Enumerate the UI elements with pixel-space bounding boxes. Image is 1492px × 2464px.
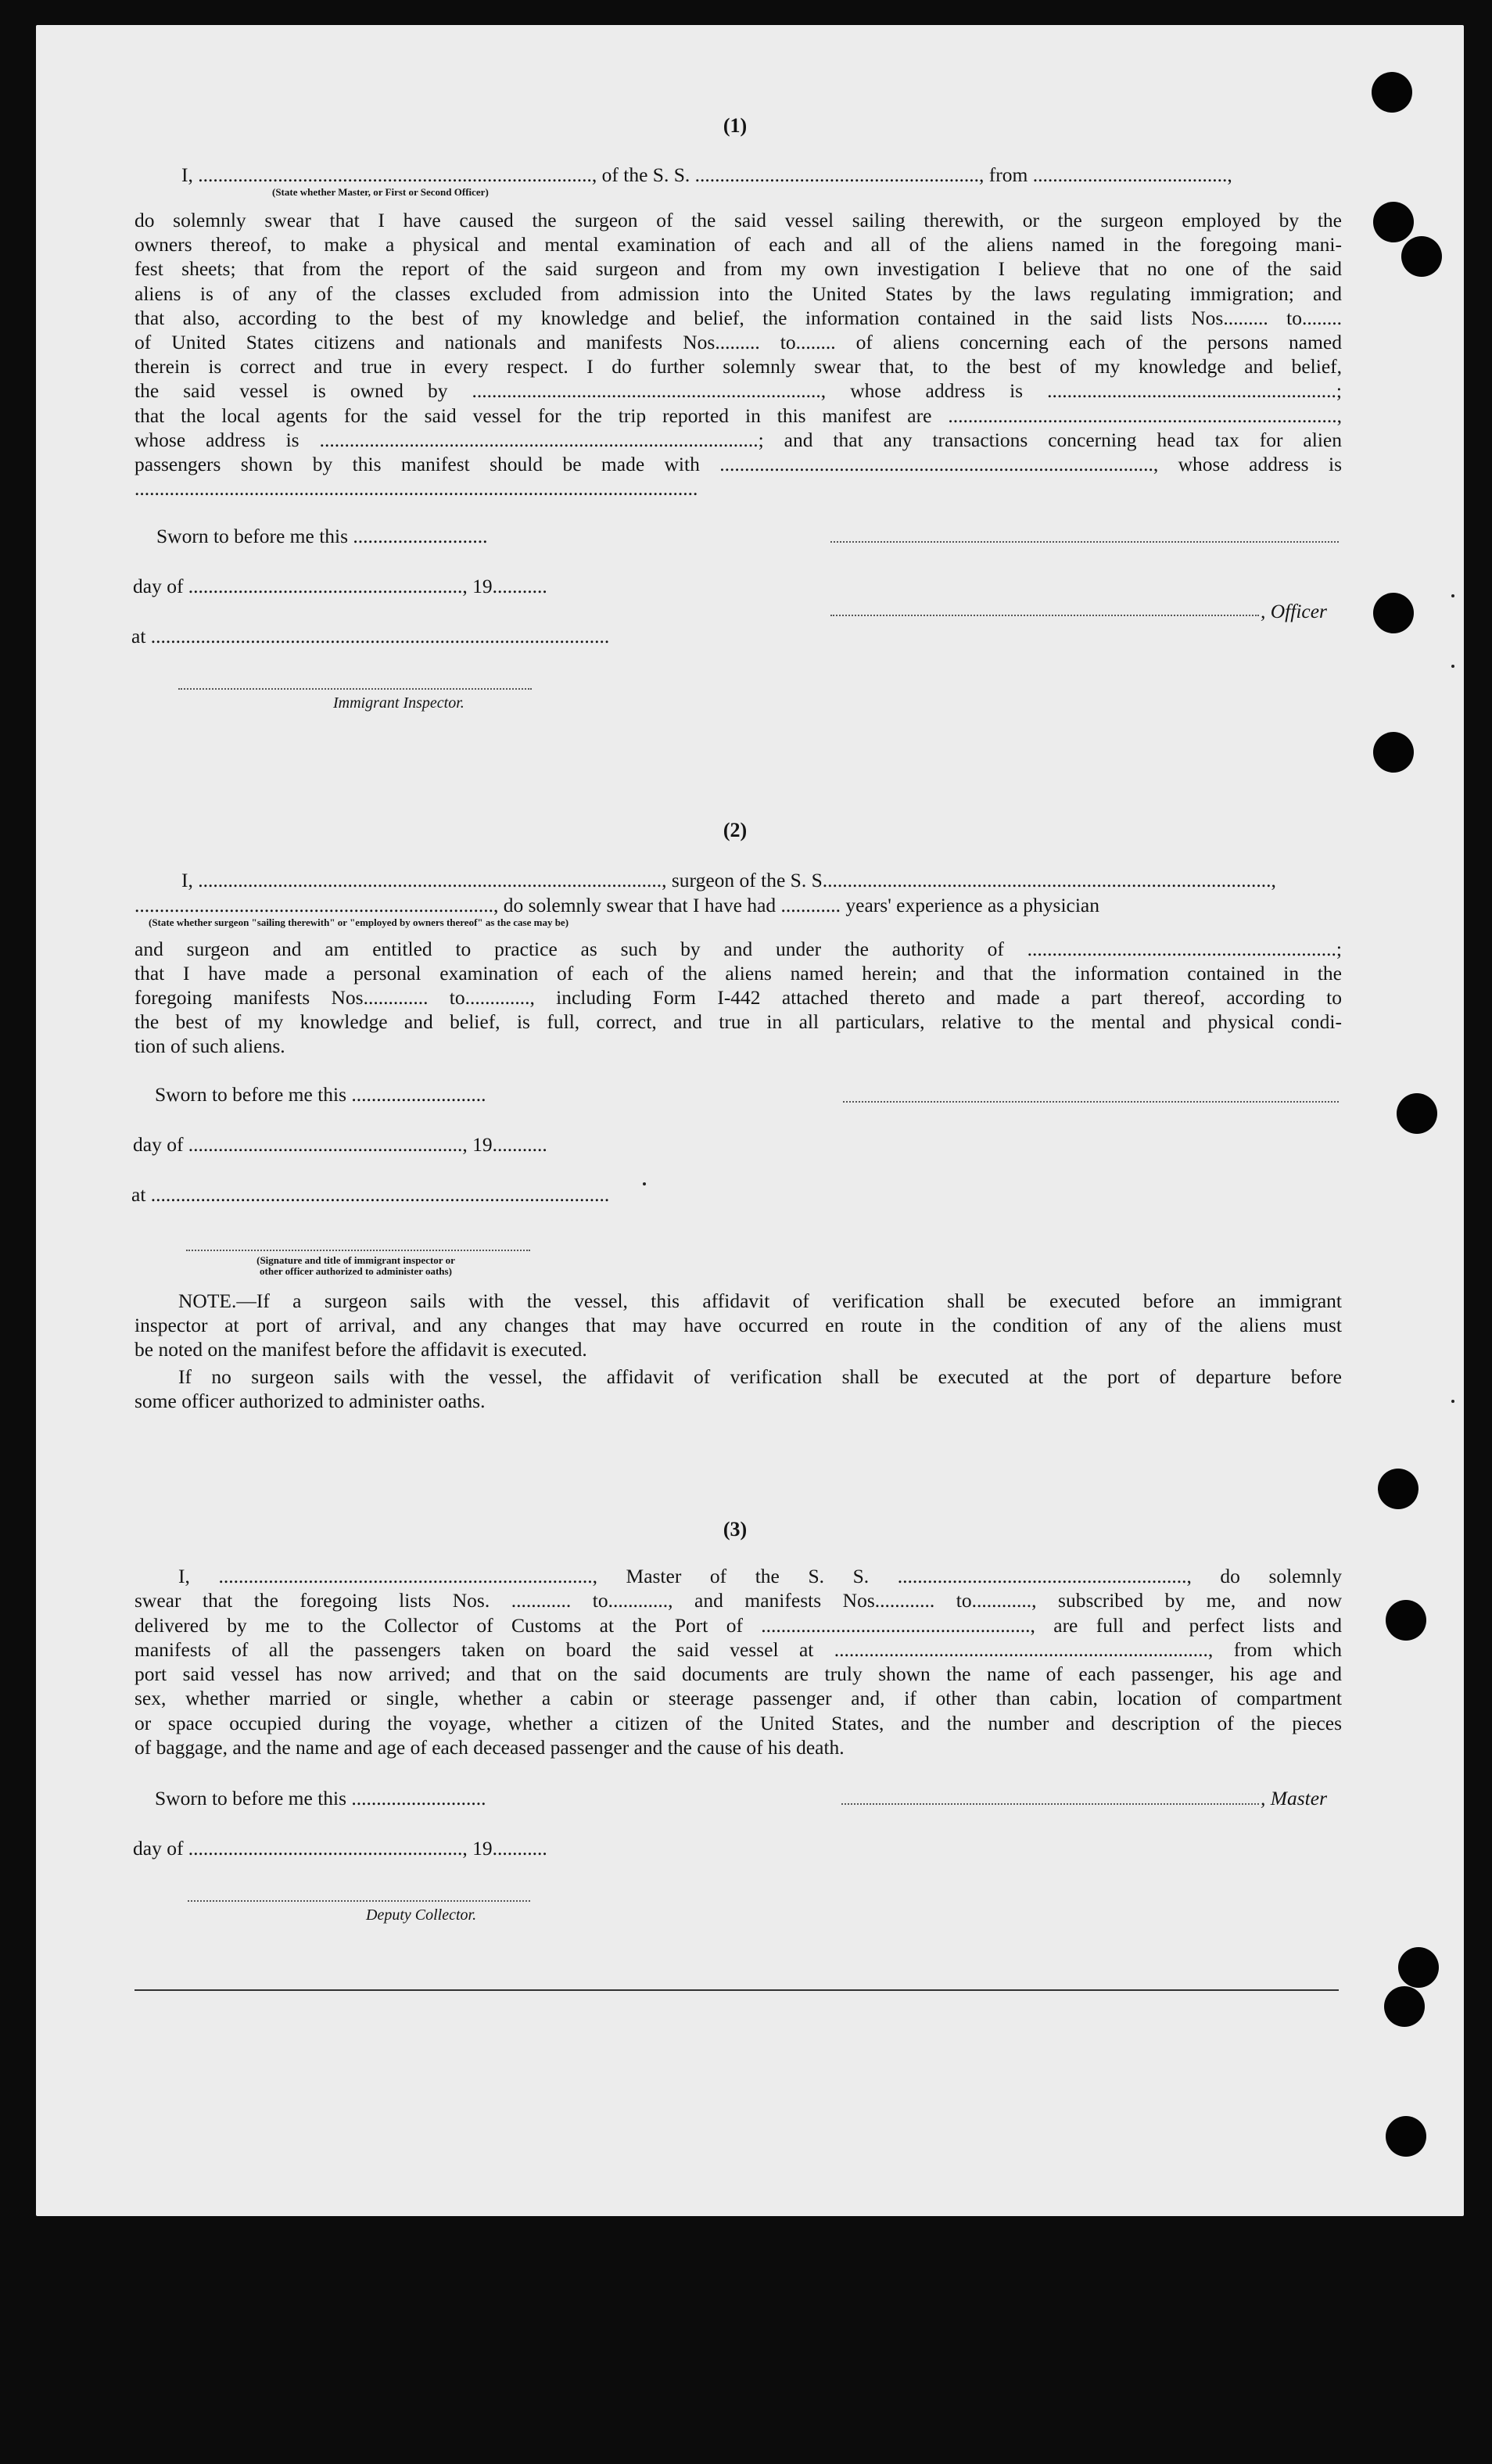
s1-line: owners thereof, to make a physical and mental examination of each and all of the aliens named in the foregoing mani-	[134, 233, 1342, 256]
s2-signature-caption-1: (Signature and title of immigrant inspector or	[256, 1254, 455, 1266]
punch-hole	[1397, 1093, 1437, 1134]
dust-speck	[1451, 1400, 1454, 1403]
s1-officer-signature-line	[830, 615, 1259, 616]
s3-master-label: , Master	[1261, 1787, 1327, 1809]
s1-line-1: I, ..............................................................................., of the S. S. ........................................................., from .......................................,	[181, 163, 1232, 186]
s3-line: or space occupied during the voyage, whether a citizen of the United States, and the number and description of the pieces	[134, 1711, 1342, 1734]
s3-line: manifests of all the passengers taken on board the said vessel at ..........................................................................., from which	[134, 1637, 1342, 1661]
punch-hole	[1373, 202, 1414, 242]
punch-hole	[1384, 1986, 1425, 2027]
punch-hole	[1401, 236, 1442, 277]
punch-hole	[1372, 72, 1412, 113]
s1-signature-line	[830, 541, 1339, 543]
s1-day-line: day of ......................................................., 19...........	[133, 575, 547, 597]
punch-hole	[1373, 732, 1414, 773]
s3-line: sex, whether married or single, whether a cabin or steerage passenger and, if other than cabin, location of compartment	[134, 1687, 1342, 1710]
s1-line: therein is correct and true in every respect. I do further solemnly swear that, to the best of my knowledge and belief,	[134, 355, 1342, 378]
note-line: inspector at port of arrival, and any changes that may have occurred en route in the condition of any of the aliens must	[134, 1314, 1342, 1336]
dust-speck	[1451, 594, 1454, 597]
bottom-rule	[134, 1989, 1339, 1991]
s1-line: fest sheets; that from the report of the said surgeon and from my own investigation I believe that no one of the said	[134, 257, 1342, 281]
punch-hole	[1373, 593, 1414, 633]
s2-line: that I have made a personal examination of each of the aliens named herein; and that the information contained in the	[134, 962, 1342, 985]
s3-collector-label: Deputy Collector.	[366, 1906, 477, 1924]
s2-line-1: I, ............................................................................................., surgeon of the S. S..........................................................................................,	[181, 869, 1276, 891]
s2-note-paragraph	[134, 1289, 1342, 1413]
section-1-heading: (1)	[723, 114, 748, 137]
s1-inspector-label: Immigrant Inspector.	[333, 694, 464, 712]
s3-day-line: day of ......................................................., 19...........	[133, 1837, 547, 1860]
s2-line: and surgeon and am entitled to practice as such by and under the authority of ..............................................................;	[134, 938, 1342, 960]
s2-line: tion of such aliens.	[134, 1035, 285, 1057]
s1-line: that the local agents for the said vessel for the trip reported in this manifest are ..............................................................................,	[134, 403, 1342, 427]
s1-oath-paragraph	[134, 208, 1342, 500]
s3-oath-paragraph	[134, 1564, 1342, 1759]
s1-line: aliens is of any of the classes excluded from admission into the United States by the laws regulating immigration; and	[134, 282, 1342, 305]
s3-line: of baggage, and the name and age of each deceased passenger and the cause of his death.	[134, 1736, 845, 1759]
s2-signature-line	[843, 1101, 1339, 1103]
s1-line: of United States citizens and nationals and manifests Nos......... to........ of aliens concerning each of the persons named	[134, 331, 1342, 354]
punch-hole	[1378, 1469, 1418, 1509]
s2-surgeon-caption: (State whether surgeon "sailing therewith" or "employed by owners thereof" as the case may be)	[149, 916, 569, 928]
s2-inspector-line	[186, 1250, 530, 1251]
dust-speck	[1451, 665, 1454, 668]
s1-sworn-line: Sworn to before me this ...........................	[156, 525, 488, 547]
s2-day-line: day of ......................................................., 19...........	[133, 1133, 547, 1156]
s1-line: passengers shown by this manifest should be made with ......................................................................................., whose address is	[134, 453, 1342, 476]
note-line: be noted on the manifest before the affidavit is executed.	[134, 1338, 587, 1361]
note-line: NOTE.—If a surgeon sails with the vessel, this affidavit of verification shall be executed before an immigrant	[178, 1289, 1342, 1312]
s2-at-line: at ............................................................................................	[131, 1183, 610, 1206]
s1-officer-label: , Officer	[1261, 600, 1327, 622]
s1-inspector-line	[178, 688, 532, 690]
s3-line: swear that the foregoing lists Nos. ............ to............, and manifests Nos............ to............, subscribed by me, and now	[134, 1589, 1342, 1612]
s3-sworn-line: Sworn to before me this ...........................	[155, 1787, 486, 1809]
s2-line: foregoing manifests Nos............. to............., including Form I-442 attached thereto and made a part thereof, according to	[134, 986, 1342, 1009]
s1-line: whose address is ........................................................................................; and that any transactions concerning head tax for alien	[134, 428, 1342, 451]
s1-line: the said vessel is owned by ......................................................................, whose address is ..........................................................;	[134, 379, 1342, 403]
s2-oath-paragraph	[134, 937, 1342, 1058]
s3-line: delivered by me to the Collector of Customs at the Port of ......................................................, are full and perfect lists and	[134, 1613, 1342, 1637]
note-line: some officer authorized to administer oaths.	[134, 1390, 486, 1412]
s1-line: do solemnly swear that I have caused the surgeon of the said vessel sailing therewith, or the surgeon employed by the	[134, 209, 1342, 231]
s1-officer-caption: (State whether Master, or First or Second Officer)	[272, 186, 489, 198]
s2-line-2: ........................................................................, do solemnly swear that I have had ............ years' experience as a physician	[134, 894, 1099, 916]
punch-hole	[1398, 1947, 1439, 1988]
s3-line: I, ..........................................................................., Master of the S. S. .........................................................., do solemnly	[178, 1565, 1342, 1587]
s2-sworn-line: Sworn to before me this ...........................	[155, 1083, 486, 1106]
section-2-heading: (2)	[723, 819, 748, 841]
s1-line: that also, according to the best of my knowledge and belief, the information contained in the said lists Nos......... to........	[134, 306, 1342, 329]
s1-line: .................................................................................................................	[134, 477, 698, 500]
punch-hole	[1386, 1600, 1426, 1641]
s2-signature-caption-2: other officer authorized to administer oaths)	[260, 1265, 452, 1277]
s1-at-line: at ............................................................................................	[131, 625, 610, 647]
s3-collector-line	[188, 1900, 530, 1902]
dust-speck	[643, 1182, 646, 1185]
s3-master-signature-line	[841, 1803, 1259, 1805]
punch-hole	[1386, 2116, 1426, 2157]
note-line: If no surgeon sails with the vessel, the affidavit of verification shall be executed at the port of departure before	[178, 1365, 1342, 1388]
section-3-heading: (3)	[723, 1518, 748, 1540]
s2-line: the best of my knowledge and belief, is full, correct, and true in all particulars, relative to the mental and physical condi-	[134, 1010, 1342, 1033]
s3-line: port said vessel has now arrived; and that on the said documents are truly shown the name of each passenger, his age and	[134, 1662, 1342, 1686]
